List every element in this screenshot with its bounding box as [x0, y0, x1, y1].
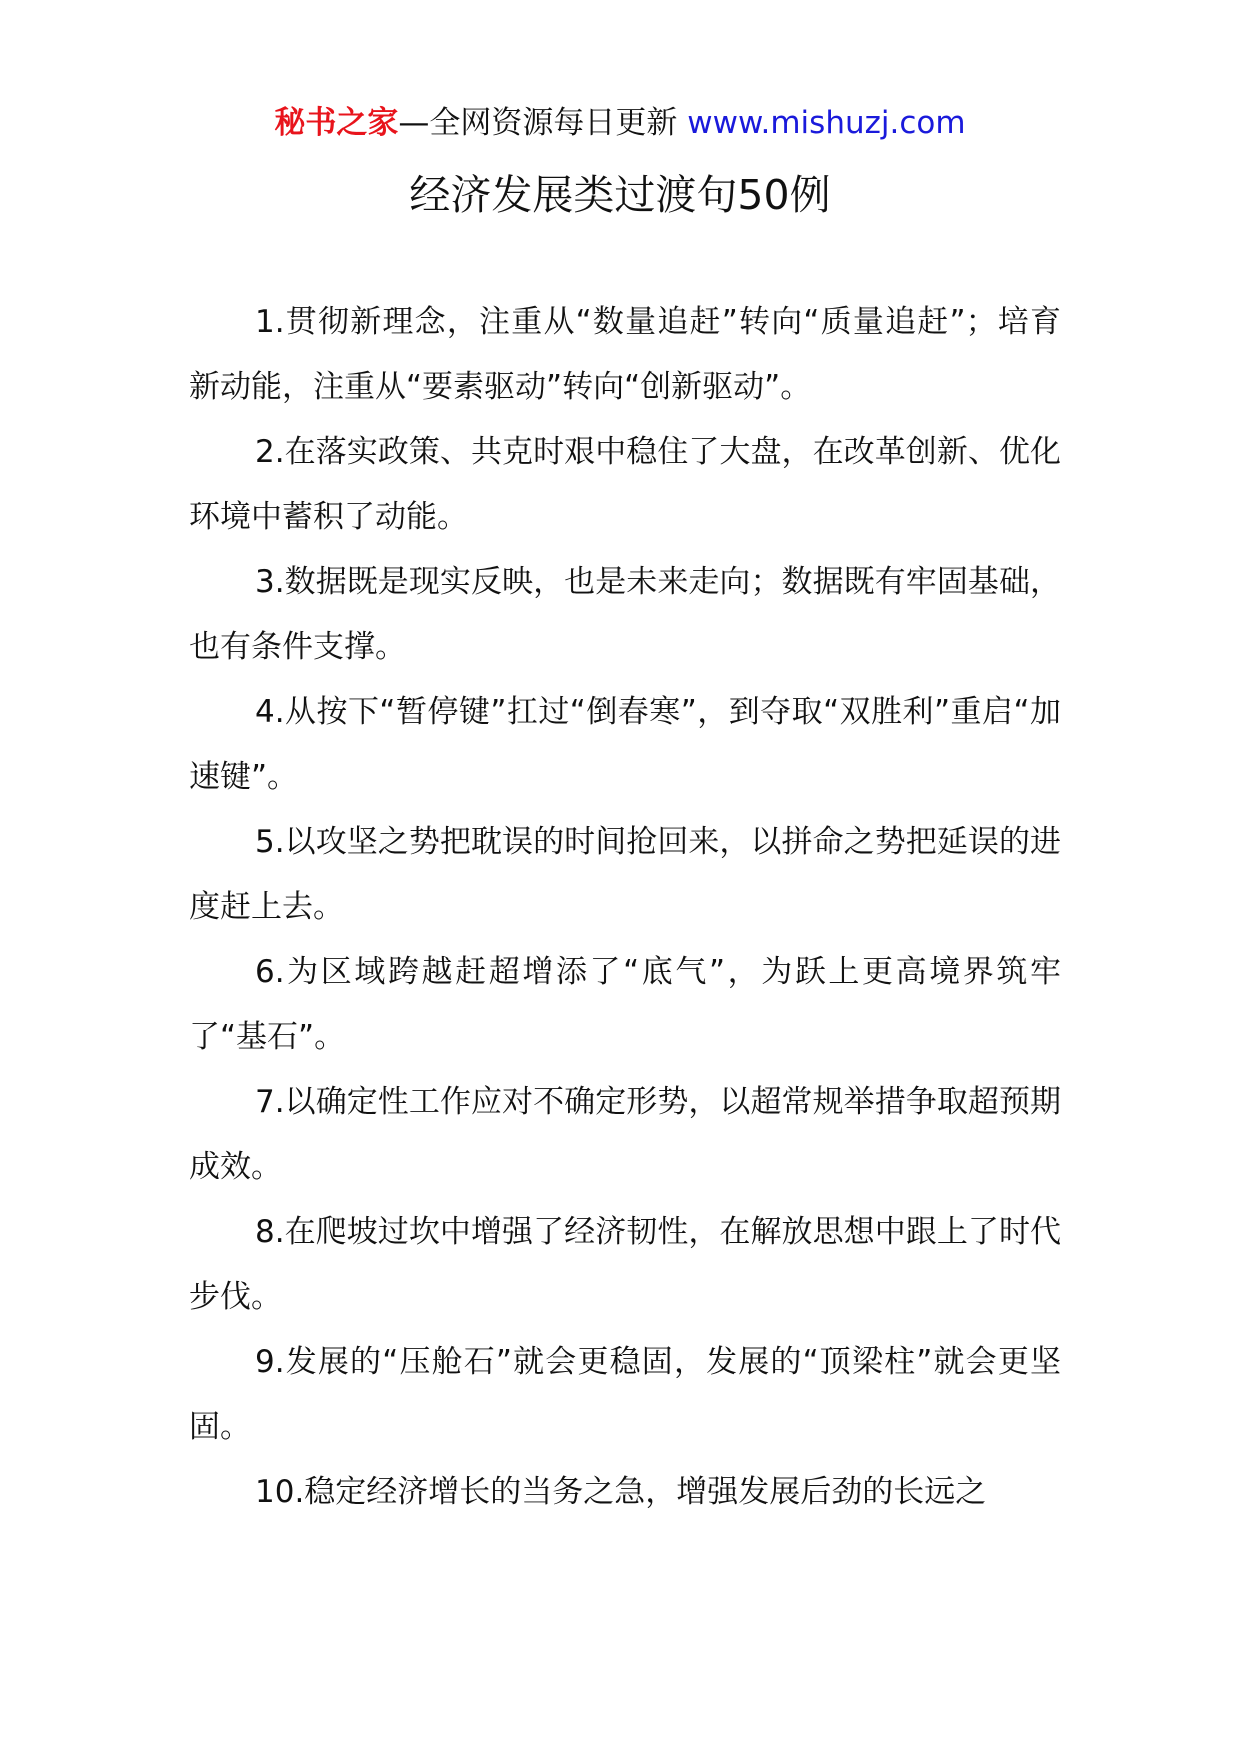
list-item: 7.以确定性工作应对不确定形势，以超常规举措争取超预期成效。	[189, 1084, 1061, 1185]
list-item: 2.在落实政策、共克时艰中稳住了大盘，在改革创新、优化环境中蓄积了动能。	[189, 434, 1061, 535]
list-item: 3.数据既是现实反映，也是未来走向；数据既有牢固基础，也有条件支撑。	[189, 564, 1061, 665]
document-body	[189, 290, 1061, 1525]
site-header	[0, 103, 1240, 143]
list-item: 5.以攻坚之势把耽误的时间抢回来，以拼命之势把延误的进度赶上去。	[189, 824, 1061, 925]
list-item: 10.稳定经济增长的当务之急，增强发展后劲的长远之	[255, 1474, 987, 1510]
site-url-link[interactable]: www.mishuzj.com	[687, 105, 966, 141]
list-item: 1.贯彻新理念，注重从“数量追赶”转向“质量追赶”；培育新动能，注重从“要素驱动”转向“创新驱动”。	[189, 304, 1061, 405]
header-tagline: —全网资源每日更新	[398, 105, 678, 141]
document-title: 经济发展类过渡句50例	[409, 171, 831, 219]
list-item: 4.从按下“暂停键”扛过“倒春寒”，到夺取“双胜利”重启“加速键”。	[189, 694, 1061, 795]
list-item: 6.为区域跨越赶超增添了“底气”，为跃上更高境界筑牢了“基石”。	[189, 954, 1061, 1055]
list-item: 8.在爬坡过坎中增强了经济韧性，在解放思想中跟上了时代步伐。	[189, 1214, 1061, 1315]
brand-name: 秘书之家	[274, 105, 399, 141]
list-item: 9.发展的“压舱石”就会更稳固，发展的“顶梁柱”就会更坚固。	[189, 1344, 1061, 1445]
